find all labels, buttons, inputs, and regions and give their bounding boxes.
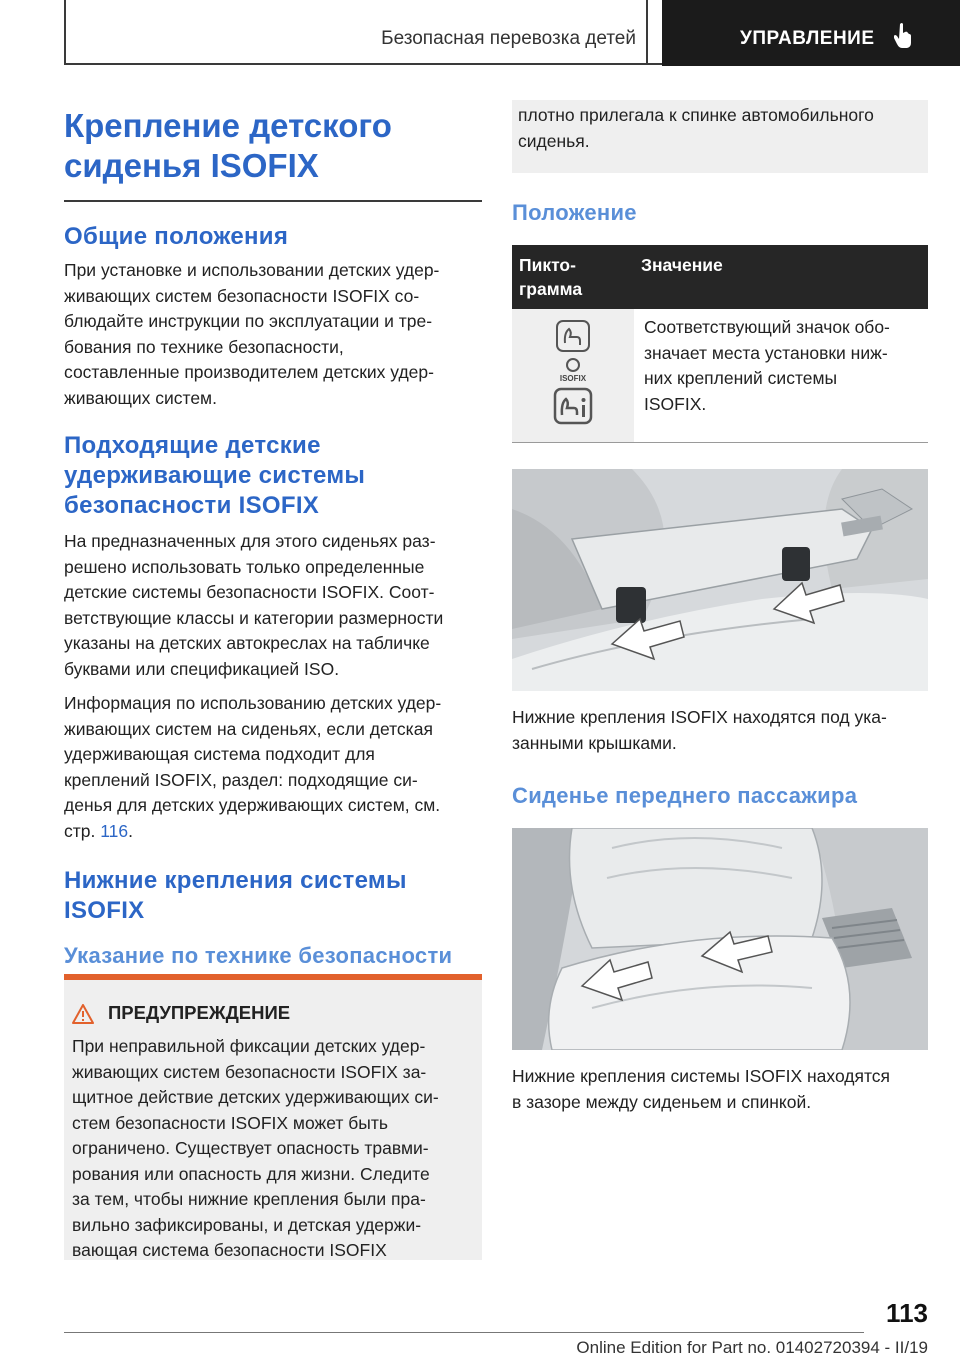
caption-front-seat: Нижние крепления системы ISOFIX находятся в зазоре между сиденьем и спинкой. <box>512 1066 891 1112</box>
hand-pointer-icon <box>894 22 914 48</box>
table-row <box>512 309 928 442</box>
header-underline <box>64 63 662 65</box>
warning-title: ПРЕДУПРЕЖДЕНИЕ <box>72 1002 290 1024</box>
front-seat-isofix-illustration <box>512 828 928 1050</box>
page-link[interactable]: 116 <box>100 820 129 841</box>
page-number: 113 <box>886 1298 928 1328</box>
breadcrumb[interactable]: Безопасная перевозка детей <box>381 28 636 49</box>
page-title-line: сиденья ISOFIX <box>64 147 319 184</box>
section-tab-label: УПРАВЛЕНИЕ <box>740 28 875 49</box>
continued-warning-box <box>512 100 928 173</box>
position-heading: Положение <box>512 200 637 225</box>
warning-triangle-icon <box>72 1004 94 1024</box>
suitable-systems-heading: Подходящие детские удерживающие системы безопасности ISOFIX <box>64 432 366 519</box>
pictogram-table <box>512 245 928 442</box>
edition-note: Online Edition for Part no. 01402720394 - II/19 <box>576 1338 928 1357</box>
continued-warning-text: плотно прилегала к спинке автомобильного сиденья. <box>518 105 874 151</box>
front-passenger-heading: Сиденье переднего пассажира <box>512 783 858 808</box>
section-tab[interactable] <box>662 0 960 66</box>
warning-text: При неправильной фиксации детских удер‐ живающих систем безопасности ISOFIX за‐ щитное действие детских удерживающих си‐ стем безопасности ISOFIX может быть ограничено. Существует опасность травми‐ рования или опасность для жизни. Следите за тем, чтобы нижние крепления были пра‐ вильно зафиксированы, и детская удержи‐ вающая система безопасности ISOFIX <box>72 1036 439 1260</box>
usage-info-paragraph: Информация по использованию детских удер‐ живающих систем на сиденьях, если детская удерживающая система подходит для креплений ISOFIX, раздел: подходящие си‐ денья для детских удерживающих систем, см. стр. 116. <box>64 693 442 841</box>
safety-note-heading: Указание по технике безопасности <box>64 943 453 968</box>
title-divider <box>64 200 482 202</box>
column-header-pictogram: Пикто‐ грамма <box>512 245 634 309</box>
caption-rear-seat: Нижние крепления ISOFIX находятся под ука‐ занными крышками. <box>512 707 887 753</box>
lower-anchors-heading: Нижние крепления системы ISOFIX <box>64 867 407 924</box>
rear-seat-isofix-illustration <box>512 469 928 691</box>
general-heading: Общие положения <box>64 223 289 250</box>
suitable-systems-paragraph: На предназначенных для этого сиденьях раз‐ решено использовать только определенные детские системы безопасности ISOFIX. Соот‐ ветствующие классы и категории размерности указаны на детских автокреслах на табличке буквами или спецификацией ISO. <box>64 531 444 679</box>
isofix-pictogram-label: ISOFIX <box>559 374 587 383</box>
general-paragraph: При установке и использовании детских удер‐ живающих систем безопасности ISOFIX со‐ блюдайте инструкции по эксплуатации и тре‐ бования по технике безопасности, составленные производителем детских удер‐ живающих систем. <box>64 260 440 408</box>
table-header-row <box>512 245 928 309</box>
page-title-line: Крепление детского <box>64 107 392 144</box>
warning-accent-bar <box>64 974 482 980</box>
pictogram-cell <box>512 309 634 442</box>
column-header-meaning: Значение <box>634 245 928 309</box>
footer-rule <box>64 1332 864 1333</box>
table-bottom-rule <box>512 442 928 443</box>
isofix-pictogram-icon <box>551 319 595 427</box>
header-divider-right <box>646 0 648 64</box>
warning-box <box>64 974 482 1260</box>
page-title <box>64 106 482 186</box>
meaning-cell: Соответствующий значок обо‐ значает места установки ниж‐ них креплений системы ISOFIX. <box>644 317 890 414</box>
